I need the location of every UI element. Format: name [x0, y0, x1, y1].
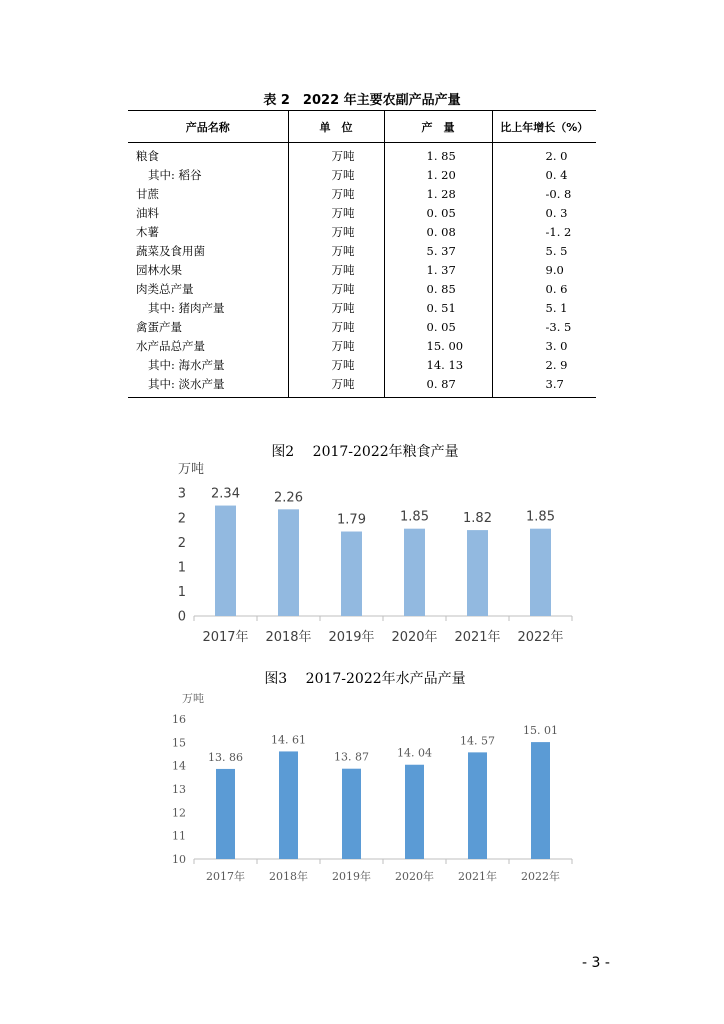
table-row [128, 337, 596, 356]
cell-output: 0. 85 [384, 280, 492, 299]
cell-unit: 万吨 [288, 143, 384, 167]
cell-product-name: 其中: 海水产量 [148, 358, 225, 372]
bar-value-label: 13. 87 [334, 750, 369, 764]
cell-output: 1. 20 [384, 166, 492, 185]
y-axis-unit: 万吨 [178, 462, 205, 477]
bar [531, 742, 550, 859]
cell-product-name: 其中: 猪肉产量 [148, 301, 225, 315]
cell-growth: -3. 5 [492, 318, 596, 337]
cell-product-name: 油料 [136, 206, 159, 220]
bar-value-label: 2.34 [211, 486, 240, 502]
y-axis-unit: 万吨 [182, 692, 204, 705]
cell-unit: 万吨 [288, 280, 384, 299]
cell-growth: 2. 0 [492, 143, 596, 167]
table-row [128, 223, 596, 242]
cell-product-name: 粮食 [136, 149, 159, 163]
cell-product-name: 其中: 淡水产量 [148, 377, 225, 391]
cell-unit: 万吨 [288, 204, 384, 223]
bar [404, 529, 425, 616]
cell-growth: -1. 2 [492, 223, 596, 242]
cell-unit: 万吨 [288, 242, 384, 261]
cell-output: 0. 08 [384, 223, 492, 242]
cell-unit: 万吨 [288, 223, 384, 242]
y-tick-label: 0 [177, 609, 186, 625]
x-tick-label: 2019年 [332, 870, 371, 883]
bar-value-label: 14. 61 [271, 733, 306, 747]
bar [467, 530, 488, 616]
cell-growth: 9.0 [492, 261, 596, 280]
cell-output: 1. 85 [384, 143, 492, 167]
cell-unit: 万吨 [288, 318, 384, 337]
bar-value-label: 1.85 [400, 509, 429, 525]
bar-value-label: 13. 86 [208, 750, 243, 764]
bar-value-label: 1.82 [463, 511, 492, 527]
bar [279, 751, 298, 859]
production-table [128, 110, 596, 398]
y-tick-label: 10 [172, 852, 186, 866]
cell-growth: 0. 3 [492, 204, 596, 223]
table-row [128, 185, 596, 204]
table-row [128, 143, 596, 167]
cell-product-name: 其中: 稻谷 [148, 168, 202, 182]
y-tick-label: 1 [177, 585, 186, 601]
cell-product-name: 甘蔗 [136, 187, 159, 201]
bar [341, 532, 362, 616]
cell-growth: 0. 4 [492, 166, 596, 185]
x-tick-label: 2018年 [265, 630, 312, 645]
cell-output: 15. 00 [384, 337, 492, 356]
table-row [128, 166, 596, 185]
cell-growth: 5. 5 [492, 242, 596, 261]
bar [405, 765, 424, 859]
table-row [128, 280, 596, 299]
table-row [128, 261, 596, 280]
cell-growth: 3.7 [492, 375, 596, 397]
cell-product-name: 木薯 [136, 225, 159, 239]
cell-output: 0. 05 [384, 204, 492, 223]
table-row [128, 375, 596, 397]
header-growth: 比上年增长（%） [492, 111, 596, 143]
cell-unit: 万吨 [288, 356, 384, 375]
y-tick-label: 3 [177, 486, 186, 502]
cell-product-name: 园林水果 [136, 263, 182, 277]
bar [215, 506, 236, 616]
cell-product-name: 水产品总产量 [136, 339, 205, 353]
table-row [128, 356, 596, 375]
cell-output: 14. 13 [384, 356, 492, 375]
y-tick-label: 12 [172, 806, 186, 820]
y-tick-label: 16 [172, 712, 186, 726]
header-product-name: 产品名称 [128, 111, 288, 143]
table-row [128, 242, 596, 261]
grain-bar-chart [0, 450, 724, 670]
x-tick-label: 2018年 [269, 870, 308, 883]
x-tick-label: 2019年 [328, 630, 375, 645]
cell-unit: 万吨 [288, 185, 384, 204]
x-tick-label: 2021年 [454, 630, 501, 645]
bar-value-label: 2.26 [274, 490, 303, 506]
bar-value-label: 14. 57 [460, 734, 495, 748]
cell-product-name: 蔬菜及食用菌 [136, 244, 205, 258]
cell-output: 0. 51 [384, 299, 492, 318]
cell-unit: 万吨 [288, 375, 384, 397]
x-tick-label: 2017年 [206, 870, 245, 883]
y-tick-label: 14 [172, 759, 186, 773]
bar-value-label: 15. 01 [523, 724, 558, 738]
cell-unit: 万吨 [288, 299, 384, 318]
table-row [128, 299, 596, 318]
y-tick-label: 15 [172, 736, 186, 750]
cell-unit: 万吨 [288, 337, 384, 356]
cell-unit: 万吨 [288, 166, 384, 185]
table-header-row [128, 111, 596, 143]
chart-title-aquatic: 图3 2017-2022年水产品产量 [264, 671, 466, 687]
header-unit: 单 位 [288, 111, 384, 143]
aquatic-bar-chart [0, 680, 724, 910]
bar [278, 509, 299, 616]
cell-product-name: 肉类总产量 [136, 282, 194, 296]
cell-product-name: 禽蛋产量 [136, 320, 182, 334]
cell-output: 1. 28 [384, 185, 492, 204]
bar [342, 769, 361, 859]
bar-value-label: 1.79 [337, 512, 366, 528]
y-tick-label: 13 [172, 782, 186, 796]
cell-growth: 5. 1 [492, 299, 596, 318]
y-tick-label: 11 [172, 829, 186, 843]
cell-unit: 万吨 [288, 261, 384, 280]
cell-output: 0. 87 [384, 375, 492, 397]
x-tick-label: 2021年 [458, 870, 497, 883]
y-tick-label: 2 [177, 511, 186, 527]
cell-growth: 3. 0 [492, 337, 596, 356]
cell-output: 5. 37 [384, 242, 492, 261]
header-output: 产 量 [384, 111, 492, 143]
bar [530, 529, 551, 616]
x-tick-label: 2020年 [395, 870, 434, 883]
cell-growth: -0. 8 [492, 185, 596, 204]
bar [468, 752, 487, 859]
x-tick-label: 2017年 [202, 630, 249, 645]
table-title: 表 2 2022 年主要农副产品产量 [263, 93, 461, 108]
x-tick-label: 2022年 [517, 630, 564, 645]
bar [216, 769, 235, 859]
table-row [128, 204, 596, 223]
y-tick-label: 1 [177, 560, 186, 576]
cell-output: 1. 37 [384, 261, 492, 280]
bar-value-label: 1.85 [526, 509, 555, 525]
cell-growth: 2. 9 [492, 356, 596, 375]
x-tick-label: 2022年 [521, 870, 560, 883]
cell-output: 0. 05 [384, 318, 492, 337]
table-row [128, 318, 596, 337]
chart-title-grain: 图2 2017-2022年粮食产量 [271, 444, 459, 460]
cell-growth: 0. 6 [492, 280, 596, 299]
y-tick-label: 2 [177, 535, 186, 551]
x-tick-label: 2020年 [391, 630, 438, 645]
page-number: - 3 - [582, 955, 610, 971]
bar-value-label: 14. 04 [397, 746, 432, 760]
